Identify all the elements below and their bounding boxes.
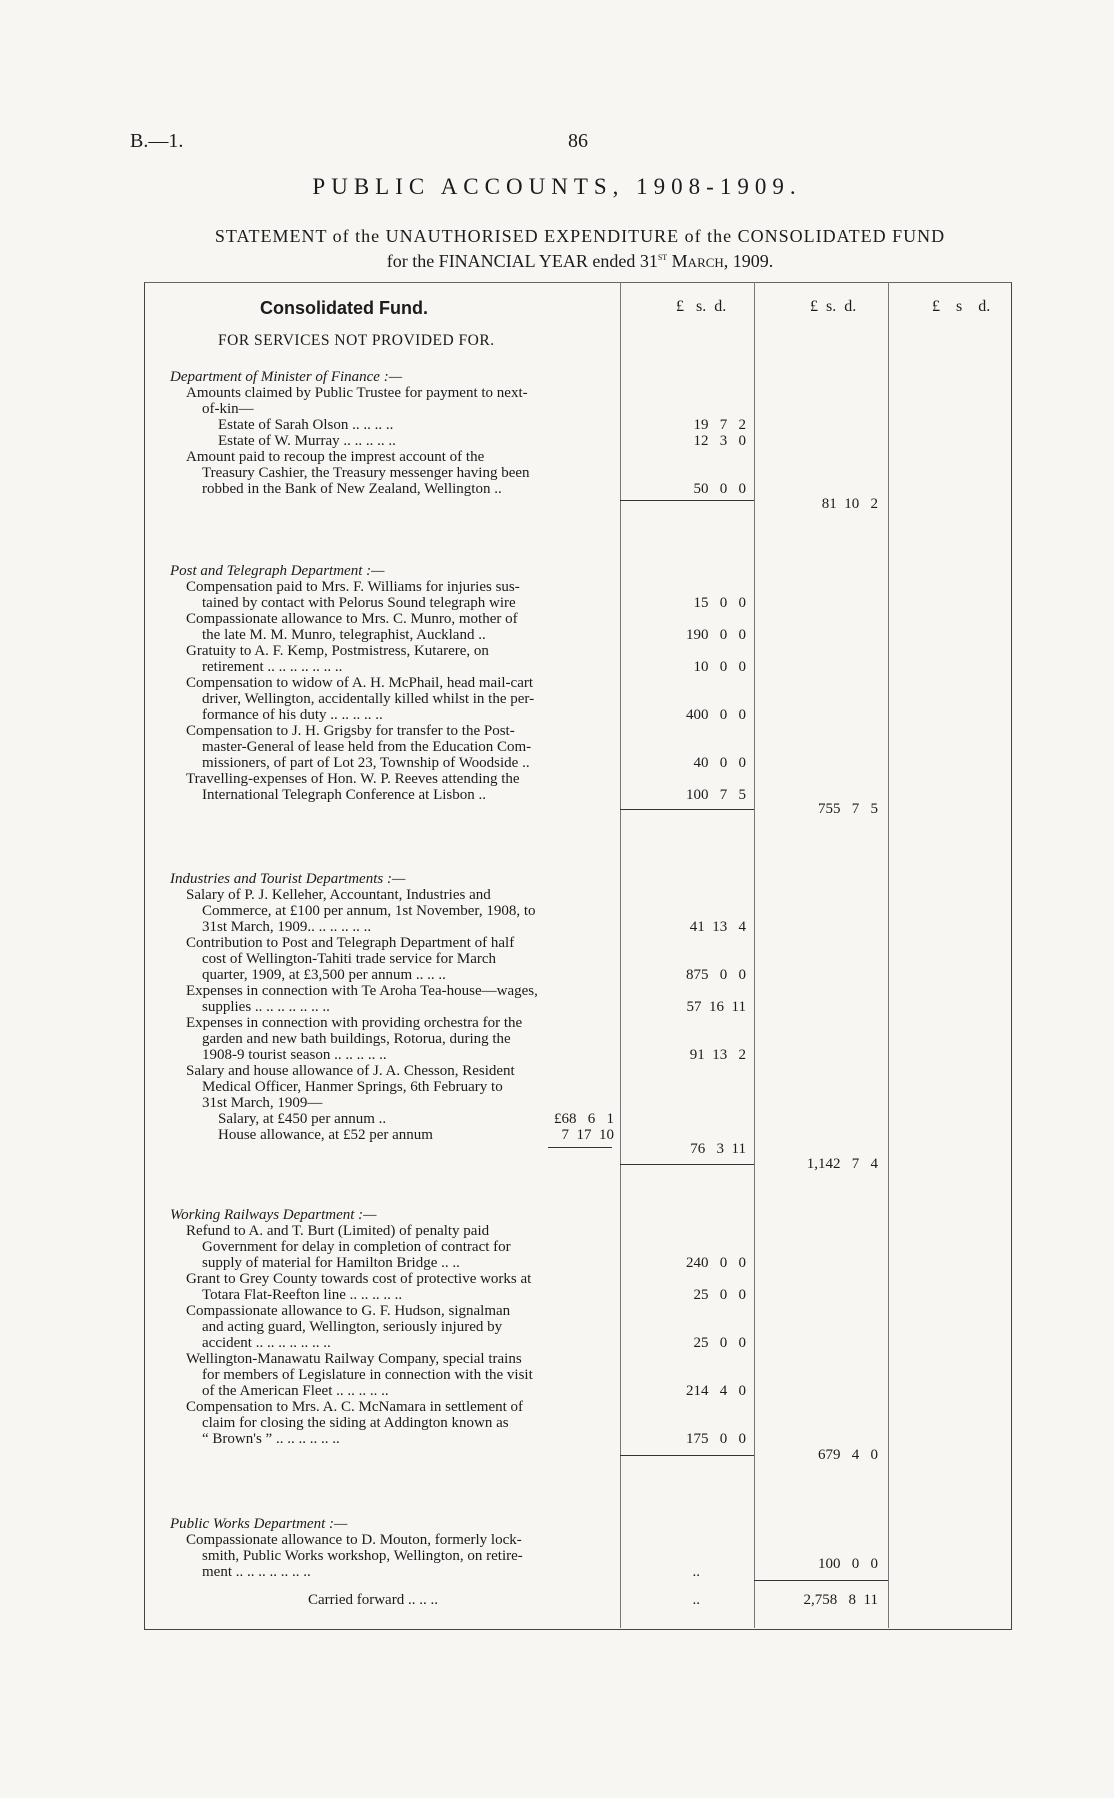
finance-line: Amount paid to recoup the imprest account of the — [186, 449, 485, 465]
industries-line: Salary of P. J. Kelleher, Accountant, Industries and — [186, 887, 491, 903]
amount: .. — [692, 1564, 700, 1580]
industries-line: Commerce, at £100 per annum, 1st November, 1908, to — [202, 903, 536, 919]
railways-line: Refund to A. and T. Burt (Limited) of penalty paid — [186, 1223, 490, 1239]
railways-line: Totara Flat-Reefton line .. .. .. .. .. — [202, 1287, 403, 1303]
industries-line: Expenses in connection with Te Aroha Tea-house—wages, — [186, 983, 538, 999]
amount: 214 4 0 — [686, 1383, 746, 1399]
post-line: Compensation to widow of A. H. McPhail, head mail-cart — [186, 675, 534, 691]
railways-line: and acting guard, Wellington, seriously injured by — [202, 1319, 503, 1335]
amount: 91 13 2 — [689, 1047, 746, 1063]
section-total: 679 4 0 — [818, 1447, 878, 1463]
amount: 41 13 4 — [689, 919, 746, 935]
post-line: Gratuity to A. F. Kemp, Postmistress, Kutarere, on — [186, 643, 489, 659]
subtotal-rule — [620, 809, 754, 810]
industries-line: Medical Officer, Hanmer Springs, 6th February to — [202, 1079, 503, 1095]
amount: .. — [692, 1592, 700, 1608]
amount: 25 0 0 — [693, 1287, 746, 1303]
industries-line: Salary and house allowance of J. A. Chesson, Resident — [186, 1063, 515, 1079]
statement-heading — [140, 226, 1020, 272]
railways-line: Compassionate allowance to G. F. Hudson, signalman — [186, 1303, 511, 1319]
section-heading-railways: Working Railways Department :— — [170, 1207, 377, 1223]
railways-line: supply of material for Hamilton Bridge .. .. — [202, 1255, 460, 1271]
amount: 100 7 5 — [686, 787, 746, 803]
column-divider — [754, 282, 755, 1628]
finance-line: of-kin— — [202, 401, 254, 417]
railways-line: “ Brown's ” .. .. .. .. .. .. — [202, 1431, 340, 1447]
amount: 50 0 0 — [693, 481, 746, 497]
post-line: missioners, of part of Lot 23, Township of Woodside .. — [202, 755, 530, 771]
amount: 57 16 11 — [686, 999, 746, 1015]
amount: 875 0 0 — [686, 967, 746, 983]
amount: 25 0 0 — [693, 1335, 746, 1351]
industries-line: Contribution to Post and Telegraph Department of half — [186, 935, 515, 951]
amount: 240 0 0 — [686, 1255, 746, 1271]
sub-amount: £68 6 1 — [554, 1111, 614, 1127]
carried-forward-total: 2,758 8 11 — [803, 1592, 878, 1608]
column-header-1: £ s. d. — [676, 298, 727, 315]
document-reference: B.—1. — [130, 130, 184, 152]
page-number: 86 — [568, 130, 588, 152]
section-total: 100 0 0 — [818, 1556, 878, 1572]
amount: 76 3 11 — [690, 1141, 746, 1157]
section-total: 1,142 7 4 — [806, 1156, 878, 1172]
post-line: International Telegraph Conference at Lisbon .. — [202, 787, 486, 803]
industries-line: 31st March, 1909.. .. .. .. .. .. — [202, 919, 372, 935]
railways-line: Government for delay in completion of contract for — [202, 1239, 511, 1255]
post-line: driver, Wellington, accidentally killed whilst in the per- — [202, 691, 535, 707]
finance-line: Estate of Sarah Olson .. .. .. .. — [218, 417, 394, 433]
amount: 10 0 0 — [693, 659, 746, 675]
railways-line: of the American Fleet .. .. .. .. .. — [202, 1383, 389, 1399]
industries-line: Expenses in connection with providing orchestra for the — [186, 1015, 523, 1031]
section-heading-finance: Department of Minister of Finance :— — [170, 369, 403, 385]
amount: 15 0 0 — [693, 595, 746, 611]
post-line: Travelling-expenses of Hon. W. P. Reeves attending the — [186, 771, 520, 787]
industries-line: Salary, at £450 per annum .. — [218, 1111, 387, 1127]
industries-line: cost of Wellington-Tahiti trade service for March — [202, 951, 497, 967]
amount: 40 0 0 — [693, 755, 746, 771]
page-title: PUBLIC ACCOUNTS, 1908-1909. — [312, 174, 802, 199]
section-heading-industries: Industries and Tourist Departments :— — [170, 871, 406, 887]
sub-rule — [548, 1147, 612, 1148]
amount: 19 7 2 — [693, 417, 746, 433]
statement-line-2: for the FINANCIAL YEAR ended 31st March, 1909. — [386, 251, 774, 271]
railways-line: accident .. .. .. .. .. .. .. — [202, 1335, 331, 1351]
industries-line: House allowance, at £52 per annum — [218, 1127, 433, 1143]
amount: 400 0 0 — [686, 707, 746, 723]
post-line: Compensation paid to Mrs. F. Williams for injuries sus- — [186, 579, 520, 595]
total-rule — [754, 1580, 888, 1581]
statement-line-1: STATEMENT of the UNAUTHORISED EXPENDITURE of the CONSOLIDATED FUND — [214, 226, 946, 246]
railways-line: Compensation to Mrs. A. C. McNamara in settlement of — [186, 1399, 524, 1415]
industries-line: 31st March, 1909— — [202, 1095, 323, 1111]
column-divider — [620, 282, 621, 1628]
finance-line: Amounts claimed by Public Trustee for payment to next- — [186, 385, 528, 401]
column-header-3: £ s d. — [932, 298, 991, 315]
industries-line: 1908-9 tourist season .. .. .. .. .. — [202, 1047, 387, 1063]
industries-line: garden and new bath buildings, Rotorua, during the — [202, 1031, 511, 1047]
industries-line: supplies .. .. .. .. .. .. .. — [202, 999, 330, 1015]
table-subheading: FOR SERVICES NOT PROVIDED FOR. — [218, 332, 495, 349]
amount: 175 0 0 — [686, 1431, 746, 1447]
subtotal-rule — [620, 1164, 754, 1165]
public-works-line: smith, Public Works workshop, Wellington, on retire- — [202, 1548, 523, 1564]
section-total: 81 10 2 — [821, 496, 878, 512]
post-line: formance of his duty .. .. .. .. .. — [202, 707, 383, 723]
section-total: 755 7 5 — [818, 801, 878, 817]
railways-line: Wellington-Manawatu Railway Company, special trains — [186, 1351, 522, 1367]
post-line: the late M. M. Munro, telegraphist, Auckland .. — [202, 627, 486, 643]
section-heading-public-works: Public Works Department :— — [170, 1516, 348, 1532]
post-line: tained by contact with Pelorus Sound telegraph wire — [202, 595, 516, 611]
column-header-2: £ s. d. — [810, 298, 857, 315]
sub-amount: 7 17 10 — [561, 1127, 614, 1143]
column-divider — [888, 282, 889, 1628]
subtotal-rule — [620, 1455, 754, 1456]
public-works-line: ment .. .. .. .. .. .. .. — [202, 1564, 311, 1580]
railways-line: for members of Legislature in connection with the visit — [202, 1367, 533, 1383]
post-line: Compensation to J. H. Grigsby for transfer to the Post- — [186, 723, 515, 739]
subtotal-rule — [620, 500, 754, 501]
industries-line: quarter, 1909, at £3,500 per annum .. .. .. — [202, 967, 446, 983]
carried-forward-label: Carried forward .. .. .. — [308, 1592, 438, 1608]
table-heading: Consolidated Fund. — [260, 298, 428, 318]
finance-line: Estate of W. Murray .. .. .. .. .. — [218, 433, 396, 449]
amount: 12 3 0 — [693, 433, 746, 449]
railways-line: Grant to Grey County towards cost of protective works at — [186, 1271, 532, 1287]
post-line: retirement .. .. .. .. .. .. .. — [202, 659, 343, 675]
amount: 190 0 0 — [686, 627, 746, 643]
post-line: master-General of lease held from the Education Com- — [202, 739, 532, 755]
finance-line: Treasury Cashier, the Treasury messenger having been — [202, 465, 530, 481]
post-line: Compassionate allowance to Mrs. C. Munro, mother of — [186, 611, 518, 627]
finance-line: robbed in the Bank of New Zealand, Wellington .. — [202, 481, 502, 497]
railways-line: claim for closing the siding at Addington known as — [202, 1415, 509, 1431]
section-heading-post-telegraph: Post and Telegraph Department :— — [170, 563, 385, 579]
public-works-line: Compassionate allowance to D. Mouton, formerly lock- — [186, 1532, 522, 1548]
